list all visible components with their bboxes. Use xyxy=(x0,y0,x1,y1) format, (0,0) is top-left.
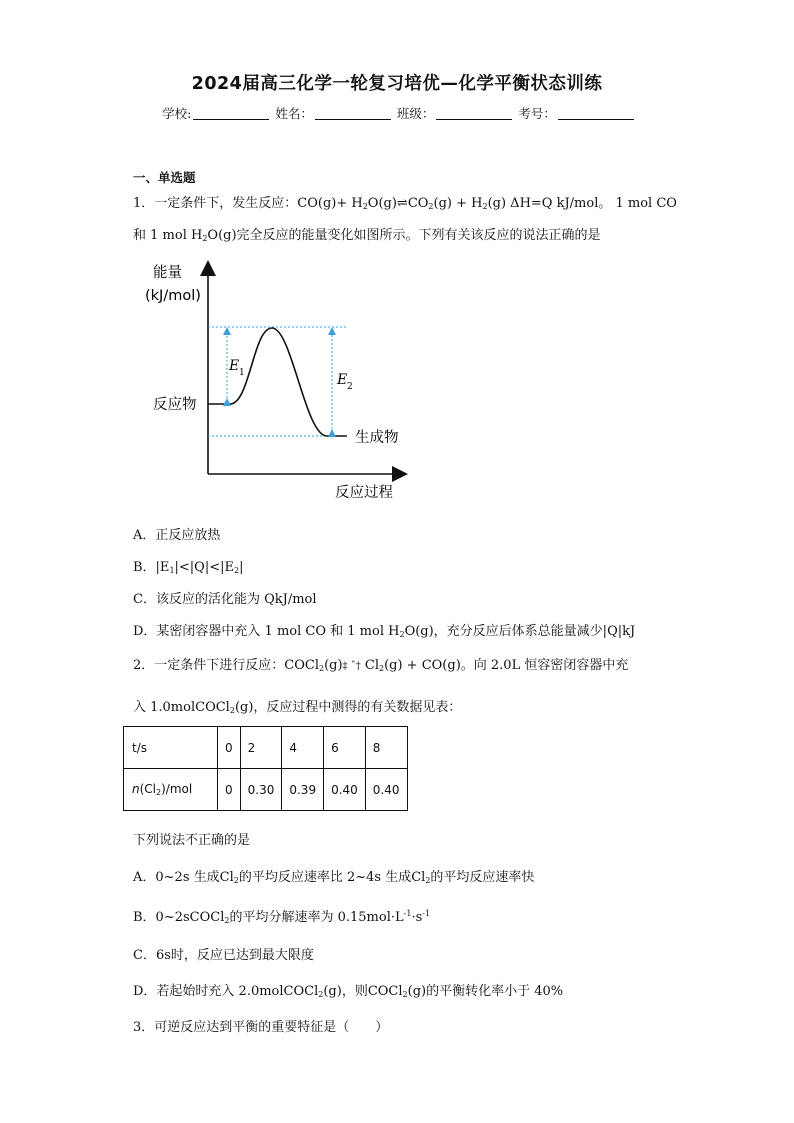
q2-text: Cl xyxy=(364,658,379,673)
option-text: COCl xyxy=(189,910,225,925)
e1-label: E xyxy=(229,358,240,374)
header-text: n xyxy=(132,782,140,796)
q1-option-c: C．该反应的活化能为 QkJ/mol xyxy=(133,592,317,607)
q2-text: COCl xyxy=(195,700,230,715)
subscript: 2 xyxy=(202,234,208,243)
subscript: 2 xyxy=(233,876,239,885)
school-blank xyxy=(193,107,269,120)
table-cell: 2 xyxy=(240,727,282,769)
option-text: |<|Q|<|E xyxy=(174,560,234,575)
subscript: 2 xyxy=(224,916,230,925)
subscript: 2 xyxy=(318,664,325,673)
q3-stem: 3．可逆反应达到平衡的重要特征是（ ） xyxy=(133,1020,389,1035)
header-text: (Cl xyxy=(139,782,157,796)
superscript: -1 xyxy=(403,909,412,918)
table-row xyxy=(124,727,408,769)
q1-option-b xyxy=(133,556,243,575)
exam-no-label: 考号： xyxy=(518,106,556,121)
section-heading: 一、单选题 xyxy=(133,170,196,185)
subscript: 2 xyxy=(233,566,240,575)
subscript: 2 xyxy=(428,202,434,211)
subscript: 2 xyxy=(402,990,408,999)
q2-text: 入 1.0mol xyxy=(133,700,196,715)
subscript: 2 xyxy=(229,706,235,715)
option-text: B．0~2s xyxy=(133,910,190,925)
e2-label: E xyxy=(337,372,348,388)
student-info-line xyxy=(0,104,794,122)
option-text: D．若起始时充入 2.0mol xyxy=(133,984,284,999)
exam-no-blank xyxy=(558,107,634,120)
x-axis-label: 反应过程 xyxy=(335,485,393,501)
option-text: O(g)，充分反应后体系总能量减少|Q|kJ xyxy=(404,624,636,639)
school-label: 学校: xyxy=(162,106,192,121)
subscript: 2 xyxy=(425,876,431,885)
table-cell: 6 xyxy=(324,727,366,769)
option-text: ·s xyxy=(411,910,423,925)
q1-stem-line-2 xyxy=(133,224,601,243)
e2-subscript: 2 xyxy=(347,382,353,392)
q1-option-d xyxy=(133,620,635,639)
q1-option-a: A．正反应放热 xyxy=(133,528,221,543)
subscript: 2 xyxy=(482,202,488,211)
table-cell: 0 xyxy=(218,769,241,811)
q2-option-d xyxy=(133,980,563,999)
option-text: 的平均分解速率为 0.15mol xyxy=(229,910,391,925)
option-text: | xyxy=(239,560,244,575)
q2-option-b xyxy=(133,906,430,925)
q2-text: (g)，反应过程中测得的有关数据见表： xyxy=(234,700,462,715)
energy-curve xyxy=(208,328,347,436)
equilibrium-arrow: ‡ ˆ† xyxy=(342,661,361,672)
q1-text: (g) + H xyxy=(433,196,483,211)
option-text: Cl xyxy=(219,870,234,885)
table-row xyxy=(124,769,408,811)
q1-text: 和 1 mol H xyxy=(133,228,203,243)
table-cell: 0.30 xyxy=(240,769,282,811)
class-blank xyxy=(436,107,512,120)
subscript: 2 xyxy=(399,630,405,639)
q2-text: 2．一定条件下进行反应：COCl xyxy=(133,658,319,673)
y-axis-label-unit: (kJ/mol) xyxy=(145,288,201,304)
q2-option-c: C．6s时，反应已达到最大限度 xyxy=(133,948,314,963)
subscript: 2 xyxy=(378,664,385,673)
table-cell: 0.40 xyxy=(324,769,366,811)
name-blank xyxy=(315,107,391,120)
option-text: Cl xyxy=(411,870,426,885)
q2-option-a xyxy=(133,866,534,885)
q1-text: (g) ΔH=Q kJ/mol。 1 mol CO xyxy=(487,196,677,211)
reactant-label: 反应物 xyxy=(153,397,197,413)
q2-stem-line-1 xyxy=(133,654,628,673)
energy-diagram xyxy=(145,258,415,508)
table-header-time: t/s xyxy=(124,727,218,769)
class-label: 班级： xyxy=(396,106,435,121)
q1-text: 1．一定条件下，发生反应：CO(g)+ H xyxy=(133,196,363,211)
subscript: 1 xyxy=(169,566,175,575)
data-table xyxy=(123,726,408,811)
q1-text: O(g)完全反应的能量变化如图所示。下列有关该反应的说法正确的是 xyxy=(207,228,601,243)
option-text: (g)，则 xyxy=(323,984,368,999)
subscript: 2 xyxy=(318,990,324,999)
table-cell: 0.39 xyxy=(282,769,324,811)
q2-prompt: 下列说法不正确的是 xyxy=(133,833,251,848)
e1-subscript: 1 xyxy=(239,368,245,378)
superscript: -1 xyxy=(422,909,431,918)
table-cell: 4 xyxy=(282,727,324,769)
table-cell: 8 xyxy=(365,727,407,769)
table-cell: 0.40 xyxy=(365,769,407,811)
q2-stem-line-2 xyxy=(133,696,461,715)
y-axis-label-energy: 能量 xyxy=(153,265,182,281)
option-text: (g)的平衡转化率小于 40% xyxy=(407,984,564,999)
option-text: ·L xyxy=(390,910,404,925)
product-label: 生成物 xyxy=(355,430,399,446)
option-text: B．|E xyxy=(133,560,170,575)
q2-text: (g) + CO(g)。向 2.0L 恒容密闭容器中充 xyxy=(384,658,629,673)
q2-text: (g) xyxy=(324,658,343,673)
option-text: 的平均反应速率快 xyxy=(430,870,535,885)
subscript: 2 xyxy=(156,788,162,797)
table-header-amount xyxy=(124,769,218,811)
q1-stem-line-1 xyxy=(133,192,677,211)
header-text: )/mol xyxy=(161,782,193,796)
option-text: COCl xyxy=(283,984,319,999)
q1-text: O(g)⇌CO xyxy=(367,196,429,211)
option-text: COCl xyxy=(367,984,403,999)
option-text: A．0~2s 生成 xyxy=(133,870,220,885)
option-text: D．某密闭容器中充入 1 mol CO 和 1 mol H xyxy=(133,624,400,639)
option-text: 的平均反应速率比 2~4s 生成 xyxy=(238,870,412,885)
name-label: 姓名： xyxy=(275,106,313,121)
table-cell: 0 xyxy=(218,727,241,769)
subscript: 2 xyxy=(362,202,368,211)
page-title: 2024届高三化学一轮复习培优—化学平衡状态训练 xyxy=(191,74,603,94)
